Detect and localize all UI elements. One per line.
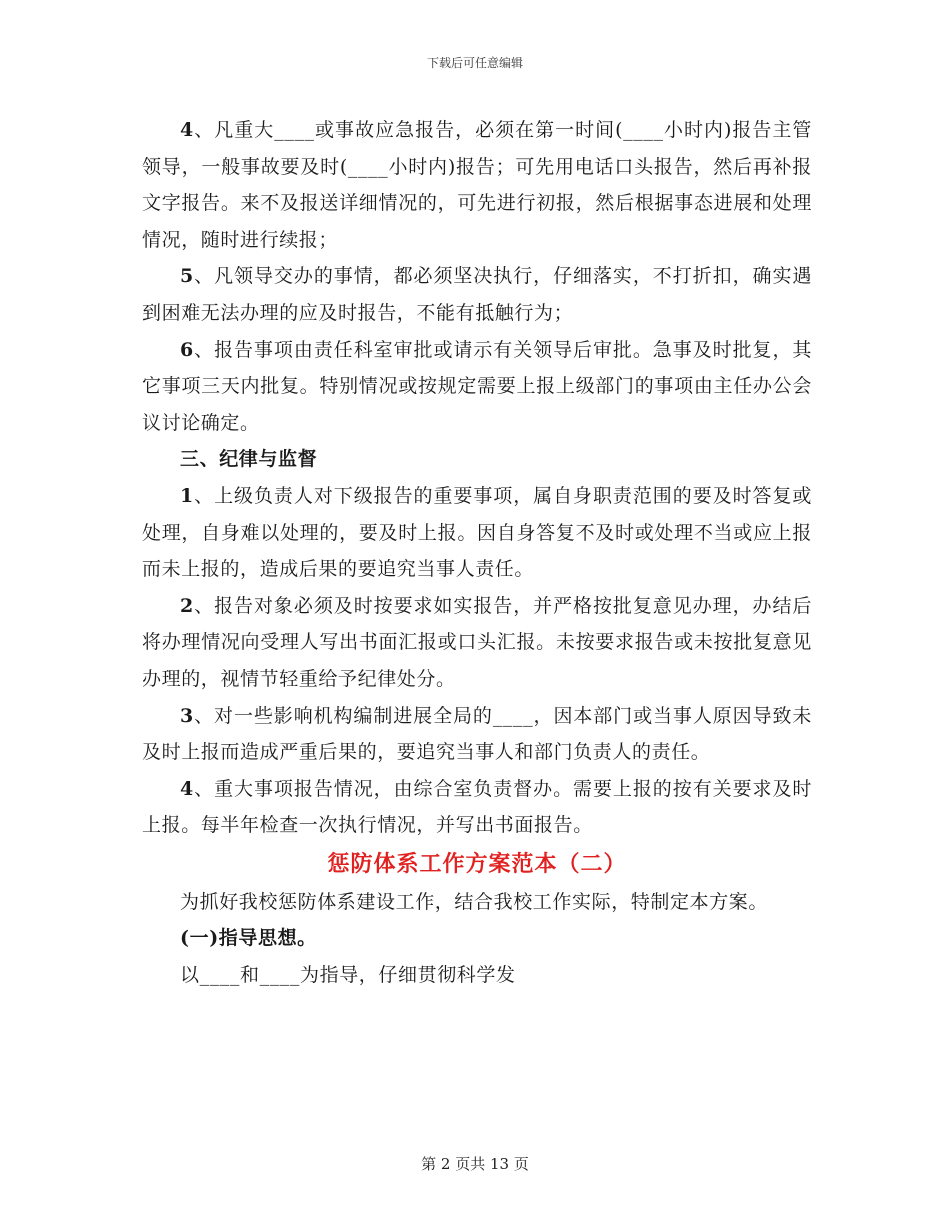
section3-item-1 — [142, 478, 812, 588]
item-text: 、报告对象必须及时按要求如实报告，并严格按批复意见办理，办结后将办理情况向受理人写出书面汇报或口头汇报。未按要求报告或未按批复意见办理的，视情节轻重给予纪律处分。 — [142, 594, 812, 690]
sub-heading-guiding-thought: (一)指导思想。 — [180, 927, 317, 950]
item-number: 4 — [180, 777, 194, 800]
paragraph-item-4 — [142, 112, 812, 258]
item-number: 2 — [180, 594, 194, 617]
paragraph-item-5 — [142, 258, 812, 331]
item-text: 、对一些影响机构编制进展全局的____，因本部门或当事人原因导致未及时上报而造成严重后果的，要追究当事人和部门负责人的责任。 — [142, 704, 812, 764]
item-text: 、凡领导交办的事情，都必须坚决执行，仔细落实，不打折扣，确实遇到困难无法办理的应及时报告，不能有抵触行为； — [142, 265, 812, 324]
item-text: 、重大事项报告情况，由综合室负责督办。需要上报的按有关要求及时上报。每半年检查一次执行情况，并写出书面报告。 — [142, 777, 812, 837]
section-heading-discipline: 三、纪律与监督 — [180, 448, 318, 471]
paragraph-item-6 — [142, 332, 812, 442]
section3-item-4 — [142, 771, 812, 844]
guiding-thought-text: 以____和____为指导，仔细贯彻科学发 — [180, 964, 516, 987]
document-body — [142, 112, 812, 994]
item-number: 1 — [180, 484, 194, 507]
item-number: 3 — [180, 704, 194, 727]
item-number: 4 — [180, 119, 194, 141]
section3-item-2 — [142, 588, 812, 698]
document-title: 惩防体系工作方案范本（二） — [327, 850, 627, 877]
item-text: 、报告事项由责任科室审批或请示有关领导后审批。急事及时批复，其它事项三天内批复。特别情况或按规定需要上报上级部门的事项由主任办公会议讨论确定。 — [142, 338, 812, 434]
item-number: 5 — [180, 265, 194, 288]
intro-paragraph: 为抓好我校惩防体系建设工作，结合我校工作实际，特制定本方案。 — [180, 890, 769, 913]
page-header: 下载后可任意编辑 — [426, 56, 523, 70]
item-text: 、凡重大____或事故应急报告，必须在第一时间(____小时内)报告主管领导，一般事故要及时(____小时内)报告；可先用电话口头报告，然后再补报文字报告。来不及报送详细情况的，可先进行初报，然后根据事态进展和处理情况，随时进行续报； — [142, 119, 812, 251]
item-text: 、上级负责人对下级报告的重要事项，属自身职责范围的要及时答复或处理，自身难以处理的，要及时上报。因自身答复不及时或处理不当或应上报而未上报的，造成后果的要追究当事人责任。 — [142, 484, 812, 581]
item-number: 6 — [180, 338, 194, 361]
page-footer: 第 2 页共 13 页 — [421, 1155, 529, 1173]
section3-item-3 — [142, 698, 812, 771]
